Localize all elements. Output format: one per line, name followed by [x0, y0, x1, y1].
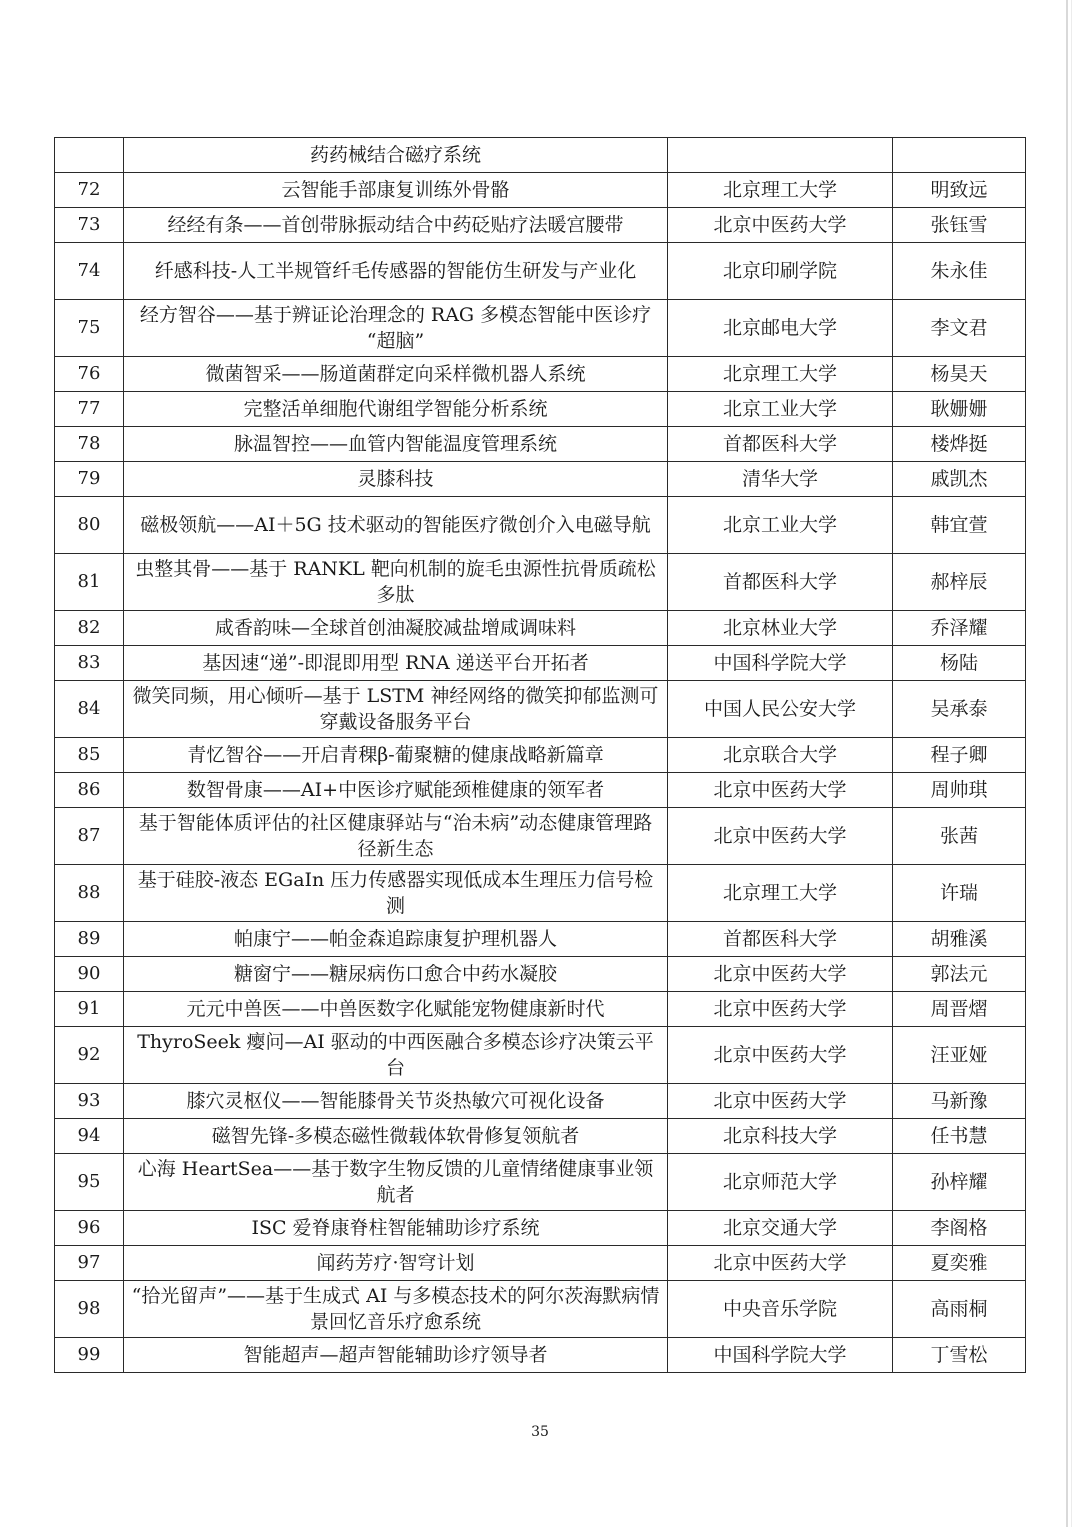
cell-number: 72 — [55, 173, 124, 208]
cell-number: 87 — [55, 808, 124, 865]
cell-leader: 孙梓耀 — [893, 1154, 1026, 1211]
cell-leader: 郝梓辰 — [893, 554, 1026, 611]
cell-leader: 李阁格 — [893, 1211, 1026, 1246]
cell-number: 79 — [55, 462, 124, 497]
cell-project-name: 云智能手部康复训练外骨骼 — [124, 173, 668, 208]
cell-school: 北京中医药大学 — [668, 773, 893, 808]
cell-project-name: 糖窗宁——糖尿病伤口愈合中药水凝胶 — [124, 957, 668, 992]
scan-edge-line-faint — [1071, 0, 1072, 1527]
cell-number: 78 — [55, 427, 124, 462]
cell-number: 89 — [55, 922, 124, 957]
table-row — [55, 1211, 1026, 1246]
table-row — [55, 922, 1026, 957]
table-row — [55, 681, 1026, 738]
cell-number: 82 — [55, 611, 124, 646]
cell-school: 北京工业大学 — [668, 392, 893, 427]
table-row — [55, 1154, 1026, 1211]
cell-number: 88 — [55, 865, 124, 922]
cell-school: 北京理工大学 — [668, 357, 893, 392]
cell-project-name: 微菌智采——肠道菌群定向采样微机器人系统 — [124, 357, 668, 392]
table-row — [55, 462, 1026, 497]
cell-project-name: ISC 爱脊康脊柱智能辅助诊疗系统 — [124, 1211, 668, 1246]
table-row — [55, 646, 1026, 681]
cell-project-name: 咸香韵味—全球首创油凝胶减盐增咸调味料 — [124, 611, 668, 646]
cell-project-name: 磁智先锋-多模态磁性微载体软骨修复领航者 — [124, 1119, 668, 1154]
cell-leader: 耿姗姗 — [893, 392, 1026, 427]
cell-number: 92 — [55, 1027, 124, 1084]
cell-school: 北京中医药大学 — [668, 1246, 893, 1281]
table-row — [55, 1338, 1026, 1373]
cell-project-name: 经经有条——首创带脉振动结合中药砭贴疗法暖宫腰带 — [124, 208, 668, 243]
cell-school: 首都医科大学 — [668, 554, 893, 611]
cell-project-name: 智能超声—超声智能辅助诊疗领导者 — [124, 1338, 668, 1373]
cell-leader: 胡雅溪 — [893, 922, 1026, 957]
table-row — [55, 773, 1026, 808]
cell-number: 84 — [55, 681, 124, 738]
cell-school — [668, 138, 893, 173]
cell-project-name: 心海 HeartSea——基于数字生物反馈的儿童情绪健康事业领航者 — [124, 1154, 668, 1211]
cell-leader: 明致远 — [893, 173, 1026, 208]
cell-project-name: ThyroSeek 瘿问—AI 驱动的中西医融合多模态诊疗决策云平台 — [124, 1027, 668, 1084]
cell-number: 77 — [55, 392, 124, 427]
cell-leader: 吴承泰 — [893, 681, 1026, 738]
cell-project-name: 青忆智谷——开启青稞β-葡聚糖的健康战略新篇章 — [124, 738, 668, 773]
cell-project-name: 元元中兽医——中兽医数字化赋能宠物健康新时代 — [124, 992, 668, 1027]
cell-school: 北京中医药大学 — [668, 1084, 893, 1119]
table-row — [55, 738, 1026, 773]
cell-leader: 许瑞 — [893, 865, 1026, 922]
cell-school: 北京邮电大学 — [668, 300, 893, 357]
cell-number: 75 — [55, 300, 124, 357]
table-row — [55, 357, 1026, 392]
cell-leader: 周帅琪 — [893, 773, 1026, 808]
cell-number: 93 — [55, 1084, 124, 1119]
table-row — [55, 243, 1026, 300]
cell-leader: 马新豫 — [893, 1084, 1026, 1119]
cell-school: 北京林业大学 — [668, 611, 893, 646]
cell-number: 99 — [55, 1338, 124, 1373]
table-row — [55, 992, 1026, 1027]
cell-leader: 张钰雪 — [893, 208, 1026, 243]
cell-number: 91 — [55, 992, 124, 1027]
cell-school: 北京理工大学 — [668, 865, 893, 922]
cell-project-name: 虫整其骨——基于 RANKL 靶向机制的旋毛虫源性抗骨质疏松多肽 — [124, 554, 668, 611]
table-row — [55, 1246, 1026, 1281]
cell-school: 北京师范大学 — [668, 1154, 893, 1211]
cell-number: 73 — [55, 208, 124, 243]
cell-project-name: 数智骨康——AI+中医诊疗赋能颈椎健康的领军者 — [124, 773, 668, 808]
table-row — [55, 300, 1026, 357]
cell-leader: 韩宜萱 — [893, 497, 1026, 554]
cell-number: 76 — [55, 357, 124, 392]
cell-number: 85 — [55, 738, 124, 773]
cell-school: 中国科学院大学 — [668, 1338, 893, 1373]
cell-number: 94 — [55, 1119, 124, 1154]
cell-school: 北京中医药大学 — [668, 208, 893, 243]
cell-project-name: 灵膝科技 — [124, 462, 668, 497]
table-row — [55, 611, 1026, 646]
scan-edge-line — [1066, 0, 1068, 1527]
cell-leader: 杨昊天 — [893, 357, 1026, 392]
cell-leader — [893, 138, 1026, 173]
cell-leader: 朱永佳 — [893, 243, 1026, 300]
cell-leader: 任书慧 — [893, 1119, 1026, 1154]
table-row — [55, 1027, 1026, 1084]
cell-number: 83 — [55, 646, 124, 681]
cell-leader: 乔泽耀 — [893, 611, 1026, 646]
cell-school: 北京科技大学 — [668, 1119, 893, 1154]
table-row — [55, 957, 1026, 992]
cell-school: 北京工业大学 — [668, 497, 893, 554]
cell-leader: 高雨桐 — [893, 1281, 1026, 1338]
cell-school: 清华大学 — [668, 462, 893, 497]
table-row — [55, 1281, 1026, 1338]
cell-leader: 夏奕雅 — [893, 1246, 1026, 1281]
cell-school: 北京理工大学 — [668, 173, 893, 208]
cell-project-name: 基因速“递”-即混即用型 RNA 递送平台开拓者 — [124, 646, 668, 681]
cell-school: 首都医科大学 — [668, 922, 893, 957]
cell-school: 中国人民公安大学 — [668, 681, 893, 738]
cell-school: 北京中医药大学 — [668, 1027, 893, 1084]
cell-project-name: 帕康宁——帕金森追踪康复护理机器人 — [124, 922, 668, 957]
cell-project-name: 脉温智控——血管内智能温度管理系统 — [124, 427, 668, 462]
cell-project-name: 完整活单细胞代谢组学智能分析系统 — [124, 392, 668, 427]
table-row — [55, 173, 1026, 208]
cell-school: 北京交通大学 — [668, 1211, 893, 1246]
cell-school: 中央音乐学院 — [668, 1281, 893, 1338]
table-row — [55, 808, 1026, 865]
cell-leader: 丁雪松 — [893, 1338, 1026, 1373]
cell-school: 北京中医药大学 — [668, 957, 893, 992]
cell-leader: 汪亚娅 — [893, 1027, 1026, 1084]
cell-leader: 李文君 — [893, 300, 1026, 357]
cell-school: 首都医科大学 — [668, 427, 893, 462]
table-row — [55, 138, 1026, 173]
table-row — [55, 392, 1026, 427]
page-number: 35 — [531, 1424, 549, 1440]
table-row — [55, 427, 1026, 462]
cell-project-name: “拾光留声”——基于生成式 AI 与多模态技术的阿尔茨海默病情景回忆音乐疗愈系统 — [124, 1281, 668, 1338]
table-row — [55, 865, 1026, 922]
cell-school: 北京印刷学院 — [668, 243, 893, 300]
table-row — [55, 1084, 1026, 1119]
project-list-table — [54, 137, 1026, 1373]
cell-number: 74 — [55, 243, 124, 300]
cell-project-name: 基于智能体质评估的社区健康驿站与“治未病”动态健康管理路径新生态 — [124, 808, 668, 865]
table-row — [55, 208, 1026, 243]
cell-leader: 张茜 — [893, 808, 1026, 865]
cell-number: 80 — [55, 497, 124, 554]
cell-number: 97 — [55, 1246, 124, 1281]
cell-project-name: 膝穴灵枢仪——智能膝骨关节炎热敏穴可视化设备 — [124, 1084, 668, 1119]
cell-project-name: 纤感科技-人工半规管纤毛传感器的智能仿生研发与产业化 — [124, 243, 668, 300]
cell-project-name: 闻药芳疗·智穹计划 — [124, 1246, 668, 1281]
cell-leader: 杨陆 — [893, 646, 1026, 681]
table-body — [55, 138, 1026, 1373]
table-row — [55, 554, 1026, 611]
cell-number: 86 — [55, 773, 124, 808]
cell-number: 95 — [55, 1154, 124, 1211]
cell-project-name: 药药械结合磁疗系统 — [124, 138, 668, 173]
cell-number: 98 — [55, 1281, 124, 1338]
cell-leader: 周晋熠 — [893, 992, 1026, 1027]
cell-number — [55, 138, 124, 173]
cell-leader: 程子卿 — [893, 738, 1026, 773]
cell-number: 96 — [55, 1211, 124, 1246]
cell-school: 中国科学院大学 — [668, 646, 893, 681]
cell-school: 北京联合大学 — [668, 738, 893, 773]
cell-number: 81 — [55, 554, 124, 611]
cell-project-name: 磁极领航——AI＋5G 技术驱动的智能医疗微创介入电磁导航 — [124, 497, 668, 554]
cell-project-name: 经方智谷——基于辨证论治理念的 RAG 多模态智能中医诊疗 “超脑” — [124, 300, 668, 357]
cell-leader: 戚凯杰 — [893, 462, 1026, 497]
cell-project-name: 基于硅胶-液态 EGaIn 压力传感器实现低成本生理压力信号检测 — [124, 865, 668, 922]
cell-leader: 楼烨挺 — [893, 427, 1026, 462]
table-row — [55, 497, 1026, 554]
cell-leader: 郭法元 — [893, 957, 1026, 992]
cell-project-name: 微笑同频，用心倾听—基于 LSTM 神经网络的微笑抑郁监测可穿戴设备服务平台 — [124, 681, 668, 738]
cell-number: 90 — [55, 957, 124, 992]
cell-school: 北京中医药大学 — [668, 808, 893, 865]
cell-school: 北京中医药大学 — [668, 992, 893, 1027]
table-row — [55, 1119, 1026, 1154]
